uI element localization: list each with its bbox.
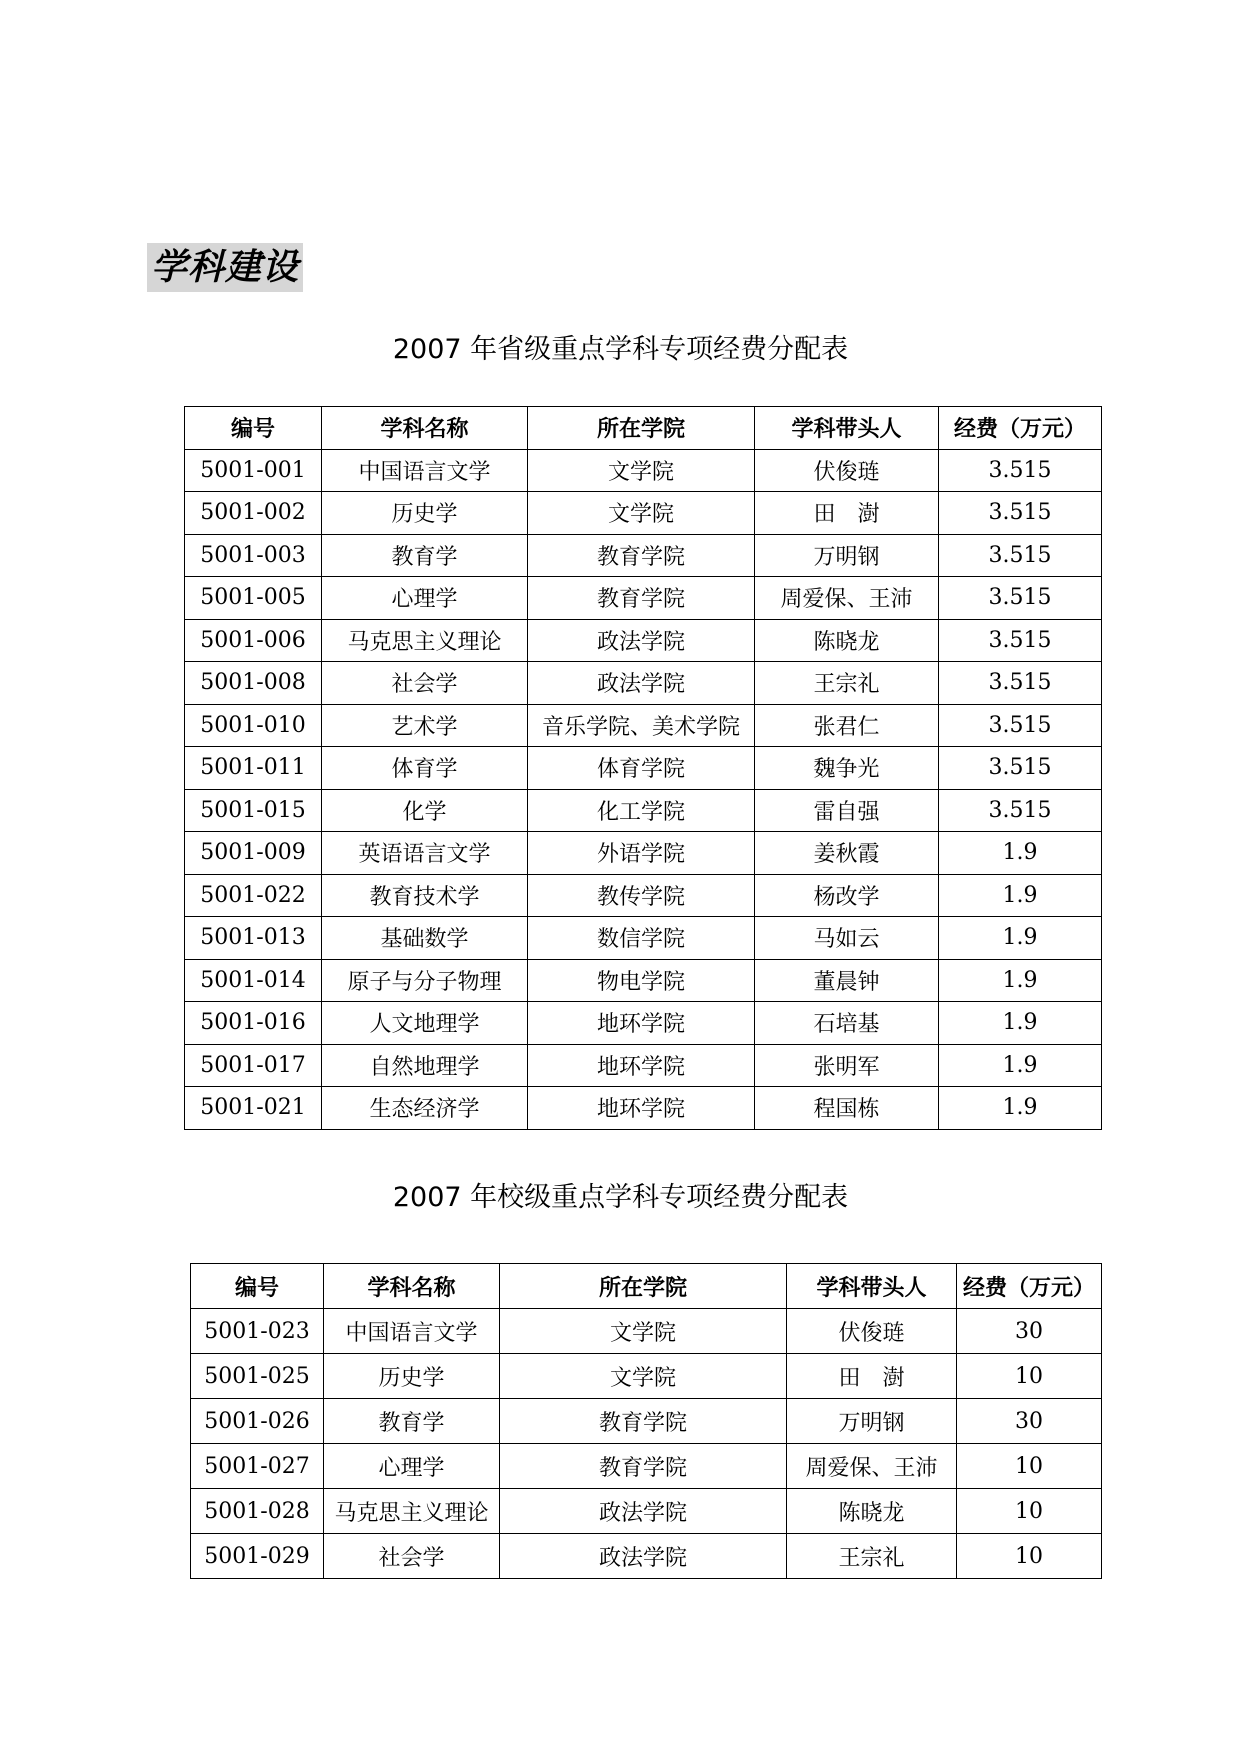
funding-cell: 1.9 <box>939 917 1102 960</box>
discipline-cell: 化学 <box>322 789 528 832</box>
college-cell: 化工学院 <box>528 789 755 832</box>
table-row <box>185 1044 1102 1087</box>
college-cell: 教育学院 <box>528 577 755 620</box>
code-cell: 5001-010 <box>185 704 322 747</box>
college-cell: 体育学院 <box>528 747 755 790</box>
funding-cell: 1.9 <box>939 832 1102 875</box>
college-cell: 文学院 <box>528 492 755 535</box>
discipline-cell: 社会学 <box>324 1534 500 1579</box>
discipline-cell: 中国语言文学 <box>322 449 528 492</box>
discipline-cell: 人文地理学 <box>322 1002 528 1045</box>
college-cell: 地环学院 <box>528 1087 755 1130</box>
code-cell: 5001-013 <box>185 917 322 960</box>
college-cell: 政法学院 <box>500 1489 787 1534</box>
funding-cell: 1.9 <box>939 1087 1102 1130</box>
discipline-cell: 社会学 <box>322 662 528 705</box>
table-header-row <box>185 407 1102 450</box>
funding-cell: 1.9 <box>939 959 1102 1002</box>
leader-cell: 董晨钟 <box>755 959 939 1002</box>
discipline-cell: 教育学 <box>322 534 528 577</box>
code-cell: 5001-016 <box>185 1002 322 1045</box>
leader-cell: 万明钢 <box>787 1399 957 1444</box>
table-row <box>191 1309 1102 1354</box>
table-row <box>185 832 1102 875</box>
code-cell: 5001-017 <box>185 1044 322 1087</box>
funding-cell: 3.515 <box>939 577 1102 620</box>
header-discipline: 学科名称 <box>324 1264 500 1309</box>
college-cell: 政法学院 <box>528 662 755 705</box>
provincial-funding-table <box>184 406 1102 1130</box>
table-row <box>185 449 1102 492</box>
code-cell: 5001-006 <box>185 619 322 662</box>
header-leader: 学科带头人 <box>755 407 939 450</box>
funding-cell: 3.515 <box>939 449 1102 492</box>
college-cell: 教育学院 <box>528 534 755 577</box>
discipline-cell: 历史学 <box>324 1354 500 1399</box>
header-code: 编号 <box>185 407 322 450</box>
table-row <box>191 1399 1102 1444</box>
table-row <box>185 534 1102 577</box>
table-row <box>185 959 1102 1002</box>
code-cell: 5001-014 <box>185 959 322 1002</box>
discipline-cell: 心理学 <box>322 577 528 620</box>
code-cell: 5001-025 <box>191 1354 324 1399</box>
code-cell: 5001-001 <box>185 449 322 492</box>
discipline-cell: 中国语言文学 <box>324 1309 500 1354</box>
header-college: 所在学院 <box>528 407 755 450</box>
code-cell: 5001-029 <box>191 1534 324 1579</box>
funding-cell: 3.515 <box>939 534 1102 577</box>
header-leader: 学科带头人 <box>787 1264 957 1309</box>
college-cell: 文学院 <box>528 449 755 492</box>
discipline-cell: 英语语言文学 <box>322 832 528 875</box>
college-cell: 教育学院 <box>500 1399 787 1444</box>
funding-cell: 1.9 <box>939 1002 1102 1045</box>
table-row <box>191 1354 1102 1399</box>
table-row <box>185 1087 1102 1130</box>
funding-cell: 10 <box>957 1489 1102 1534</box>
section-heading: 学科建设 <box>147 243 303 292</box>
table1-title: 2007 年省级重点学科专项经费分配表 <box>392 334 849 365</box>
code-cell: 5001-008 <box>185 662 322 705</box>
table-row <box>185 1002 1102 1045</box>
discipline-cell: 马克思主义理论 <box>324 1489 500 1534</box>
college-cell: 外语学院 <box>528 832 755 875</box>
table-row <box>185 874 1102 917</box>
leader-cell: 张明军 <box>755 1044 939 1087</box>
funding-cell: 10 <box>957 1534 1102 1579</box>
leader-cell: 伏俊琏 <box>755 449 939 492</box>
code-cell: 5001-015 <box>185 789 322 832</box>
leader-cell: 周爱保、王沛 <box>787 1444 957 1489</box>
table2-title: 2007 年校级重点学科专项经费分配表 <box>392 1182 849 1213</box>
college-cell: 数信学院 <box>528 917 755 960</box>
college-cell: 地环学院 <box>528 1044 755 1087</box>
discipline-cell: 教育技术学 <box>322 874 528 917</box>
table-row <box>191 1444 1102 1489</box>
discipline-cell: 艺术学 <box>322 704 528 747</box>
funding-cell: 30 <box>957 1399 1102 1444</box>
leader-cell: 万明钢 <box>755 534 939 577</box>
code-cell: 5001-021 <box>185 1087 322 1130</box>
code-cell: 5001-022 <box>185 874 322 917</box>
college-cell: 文学院 <box>500 1309 787 1354</box>
funding-cell: 30 <box>957 1309 1102 1354</box>
header-funding: 经费（万元） <box>957 1264 1102 1309</box>
leader-cell: 姜秋霞 <box>755 832 939 875</box>
code-cell: 5001-011 <box>185 747 322 790</box>
leader-cell: 张君仁 <box>755 704 939 747</box>
leader-cell: 王宗礼 <box>755 662 939 705</box>
code-cell: 5001-028 <box>191 1489 324 1534</box>
table-row <box>185 704 1102 747</box>
college-cell: 文学院 <box>500 1354 787 1399</box>
funding-cell: 3.515 <box>939 662 1102 705</box>
funding-cell: 1.9 <box>939 1044 1102 1087</box>
college-cell: 教传学院 <box>528 874 755 917</box>
funding-cell: 1.9 <box>939 874 1102 917</box>
header-code: 编号 <box>191 1264 324 1309</box>
leader-cell: 田 澍 <box>755 492 939 535</box>
table-row <box>185 662 1102 705</box>
funding-cell: 3.515 <box>939 492 1102 535</box>
discipline-cell: 体育学 <box>322 747 528 790</box>
leader-cell: 魏争光 <box>755 747 939 790</box>
code-cell: 5001-002 <box>185 492 322 535</box>
header-college: 所在学院 <box>500 1264 787 1309</box>
funding-cell: 3.515 <box>939 747 1102 790</box>
code-cell: 5001-023 <box>191 1309 324 1354</box>
discipline-cell: 教育学 <box>324 1399 500 1444</box>
code-cell: 5001-003 <box>185 534 322 577</box>
college-cell: 地环学院 <box>528 1002 755 1045</box>
discipline-cell: 基础数学 <box>322 917 528 960</box>
leader-cell: 陈晓龙 <box>755 619 939 662</box>
discipline-cell: 原子与分子物理 <box>322 959 528 1002</box>
school-funding-table <box>190 1263 1102 1579</box>
table-row <box>191 1489 1102 1534</box>
leader-cell: 田 澍 <box>787 1354 957 1399</box>
college-cell: 物电学院 <box>528 959 755 1002</box>
discipline-cell: 自然地理学 <box>322 1044 528 1087</box>
leader-cell: 伏俊琏 <box>787 1309 957 1354</box>
table-row <box>185 492 1102 535</box>
leader-cell: 马如云 <box>755 917 939 960</box>
college-cell: 教育学院 <box>500 1444 787 1489</box>
discipline-cell: 心理学 <box>324 1444 500 1489</box>
college-cell: 政法学院 <box>528 619 755 662</box>
funding-cell: 10 <box>957 1354 1102 1399</box>
code-cell: 5001-005 <box>185 577 322 620</box>
college-cell: 音乐学院、美术学院 <box>528 704 755 747</box>
leader-cell: 杨改学 <box>755 874 939 917</box>
leader-cell: 王宗礼 <box>787 1534 957 1579</box>
leader-cell: 程国栋 <box>755 1087 939 1130</box>
discipline-cell: 历史学 <box>322 492 528 535</box>
discipline-cell: 马克思主义理论 <box>322 619 528 662</box>
leader-cell: 周爱保、王沛 <box>755 577 939 620</box>
leader-cell: 陈晓龙 <box>787 1489 957 1534</box>
leader-cell: 石培基 <box>755 1002 939 1045</box>
table-row <box>185 747 1102 790</box>
table-row <box>185 577 1102 620</box>
funding-cell: 10 <box>957 1444 1102 1489</box>
code-cell: 5001-027 <box>191 1444 324 1489</box>
table-row <box>185 619 1102 662</box>
header-discipline: 学科名称 <box>322 407 528 450</box>
header-funding: 经费（万元） <box>939 407 1102 450</box>
funding-cell: 3.515 <box>939 704 1102 747</box>
table-header-row <box>191 1264 1102 1309</box>
table-row <box>185 917 1102 960</box>
table-row <box>191 1534 1102 1579</box>
table-row <box>185 789 1102 832</box>
funding-cell: 3.515 <box>939 789 1102 832</box>
code-cell: 5001-009 <box>185 832 322 875</box>
leader-cell: 雷自强 <box>755 789 939 832</box>
discipline-cell: 生态经济学 <box>322 1087 528 1130</box>
funding-cell: 3.515 <box>939 619 1102 662</box>
college-cell: 政法学院 <box>500 1534 787 1579</box>
code-cell: 5001-026 <box>191 1399 324 1444</box>
